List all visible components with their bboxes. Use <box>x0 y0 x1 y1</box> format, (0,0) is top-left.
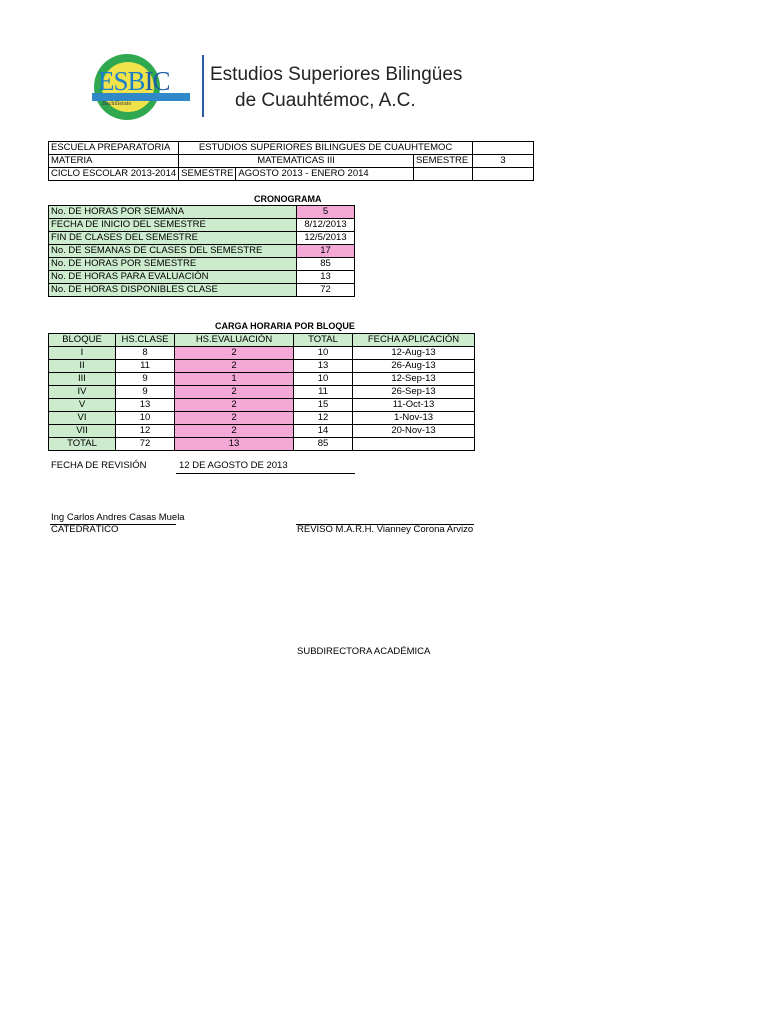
cronograma-label: No. DE HORAS PARA EVALUACIÓN <box>49 271 297 284</box>
revision-underline <box>176 473 355 474</box>
cell-hs-evaluacion: 2 <box>175 386 294 399</box>
logo-ic: IC <box>144 66 170 96</box>
cell-hs-evaluacion: 2 <box>175 399 294 412</box>
catedratico-name: Ing Carlos Andres Casas Muela <box>51 512 185 523</box>
cell-total: 14 <box>294 425 353 438</box>
info-row-ciclo <box>49 168 534 181</box>
cell-hs-evaluacion: 2 <box>175 347 294 360</box>
cell-bloque: TOTAL <box>49 438 116 451</box>
escuela-label: ESCUELA PREPARATORIA <box>49 142 179 155</box>
cronograma-row <box>49 245 355 258</box>
info-table <box>48 141 534 181</box>
cronograma-label: No. DE SEMANAS DE CLASES DEL SEMESTRE <box>49 245 297 258</box>
semestre-value: 3 <box>473 155 534 168</box>
catedratico-role: CATEDRÁTICO <box>51 524 119 535</box>
cell-hs-evaluacion: 1 <box>175 373 294 386</box>
logo-subtext: Bachillerato <box>102 101 132 107</box>
cronograma-label: No. DE HORAS POR SEMESTRE <box>49 258 297 271</box>
revision-value: 12 DE AGOSTO DE 2013 <box>179 460 288 471</box>
cell-fecha-aplicacion: 20-Nov-13 <box>353 425 475 438</box>
cell-hs-evaluacion: 2 <box>175 360 294 373</box>
cell-total: 11 <box>294 386 353 399</box>
cell-hs-evaluacion: 2 <box>175 425 294 438</box>
org-name-line2: de Cuauhtémoc, A.C. <box>235 90 416 111</box>
cell-fecha-aplicacion: 26-Aug-13 <box>353 360 475 373</box>
org-name-line1: Estudios Superiores Bilingües <box>210 64 463 85</box>
cell-hs-clase: 72 <box>116 438 175 451</box>
carga-row <box>49 412 475 425</box>
semestre-label: SEMESTRE <box>414 155 473 168</box>
cell-total: 15 <box>294 399 353 412</box>
logo-esb: ESB <box>98 66 145 96</box>
header-hs-clase: HS.CLASE <box>116 334 175 347</box>
carga-row <box>49 438 475 451</box>
cell-fecha-aplicacion: 11-Oct-13 <box>353 399 475 412</box>
cell-hs-clase: 10 <box>116 412 175 425</box>
cronograma-row <box>49 206 355 219</box>
info-row-materia <box>49 155 534 168</box>
cell-fecha-aplicacion: 12-Sep-13 <box>353 373 475 386</box>
carga-row <box>49 373 475 386</box>
cell-total: 12 <box>294 412 353 425</box>
cronograma-row <box>49 258 355 271</box>
ciclo-label: CICLO ESCOLAR 2013-2014 <box>49 168 179 181</box>
cell-hs-clase: 11 <box>116 360 175 373</box>
school-logo <box>92 52 204 120</box>
cell-bloque: I <box>49 347 116 360</box>
logo-wordmark <box>98 66 170 97</box>
cell-hs-evaluacion: 2 <box>175 412 294 425</box>
carga-row <box>49 360 475 373</box>
cell-bloque: II <box>49 360 116 373</box>
cell-total: 10 <box>294 373 353 386</box>
cell-hs-clase: 13 <box>116 399 175 412</box>
cell-bloque: IV <box>49 386 116 399</box>
revision-label: FECHA DE REVISIÓN <box>51 460 147 471</box>
carga-row <box>49 425 475 438</box>
cell-fecha-aplicacion: 26-Sep-13 <box>353 386 475 399</box>
cronograma-label: No. DE HORAS DISPONIBLES CLASE <box>49 284 297 297</box>
cell-total: 85 <box>294 438 353 451</box>
cronograma-label: No. DE HORAS POR SEMANA <box>49 206 297 219</box>
cell-hs-clase: 9 <box>116 386 175 399</box>
semestre2-label: SEMESTRE <box>179 168 236 181</box>
cronograma-value: 12/5/2013 <box>297 232 355 245</box>
materia-value: MATEMATICAS III <box>179 155 414 168</box>
cronograma-row <box>49 232 355 245</box>
carga-title: CARGA HORARIA POR BLOQUE <box>215 321 355 331</box>
cell-hs-clase: 12 <box>116 425 175 438</box>
carga-header-row <box>49 334 475 347</box>
cell-total: 10 <box>294 347 353 360</box>
carga-table <box>48 333 475 451</box>
carga-row <box>49 399 475 412</box>
cell-bloque: III <box>49 373 116 386</box>
cell-hs-clase: 9 <box>116 373 175 386</box>
cronograma-row <box>49 284 355 297</box>
escuela-value: ESTUDIOS SUPERIORES BILINGUES DE CUAUHTEMOC <box>179 142 473 155</box>
semestre2-value: AGOSTO 2013 - ENERO 2014 <box>236 168 414 181</box>
carga-row <box>49 347 475 360</box>
cell-total: 13 <box>294 360 353 373</box>
subdirectora-label: SUBDIRECTORA ACADÉMICA <box>297 646 431 657</box>
cronograma-row <box>49 219 355 232</box>
escuela-blank <box>473 142 534 155</box>
cronograma-value: 85 <box>297 258 355 271</box>
ciclo-blank-1 <box>414 168 473 181</box>
cell-bloque: VII <box>49 425 116 438</box>
header-total: TOTAL <box>294 334 353 347</box>
cronograma-table <box>48 205 355 297</box>
cell-hs-clase: 8 <box>116 347 175 360</box>
cronograma-value: 72 <box>297 284 355 297</box>
materia-label: MATERIA <box>49 155 179 168</box>
logo-divider <box>202 55 204 117</box>
cell-hs-evaluacion: 13 <box>175 438 294 451</box>
cronograma-title: CRONOGRAMA <box>254 194 322 204</box>
cell-fecha-aplicacion: 1-Nov-13 <box>353 412 475 425</box>
reviso-name: REVISO M.A.R.H. Vianney Corona Arvizo <box>297 524 474 535</box>
cronograma-label: FECHA DE INICIO DEL SEMESTRE <box>49 219 297 232</box>
header-hs-evaluacion: HS.EVALUACIÓN <box>175 334 294 347</box>
cell-bloque: VI <box>49 412 116 425</box>
cell-fecha-aplicacion: 12-Aug-13 <box>353 347 475 360</box>
cronograma-value: 13 <box>297 271 355 284</box>
cronograma-value: 5 <box>297 206 355 219</box>
cronograma-value: 8/12/2013 <box>297 219 355 232</box>
cronograma-row <box>49 271 355 284</box>
header-fecha-aplicacion: FECHA APLICACIÓN <box>353 334 475 347</box>
info-row-escuela <box>49 142 534 155</box>
cronograma-label: FIN DE CLASES DEL SEMESTRE <box>49 232 297 245</box>
carga-row <box>49 386 475 399</box>
cronograma-value: 17 <box>297 245 355 258</box>
cell-fecha-aplicacion <box>353 438 475 451</box>
ciclo-blank-2 <box>473 168 534 181</box>
header-bloque: BLOQUE <box>49 334 116 347</box>
cell-bloque: V <box>49 399 116 412</box>
